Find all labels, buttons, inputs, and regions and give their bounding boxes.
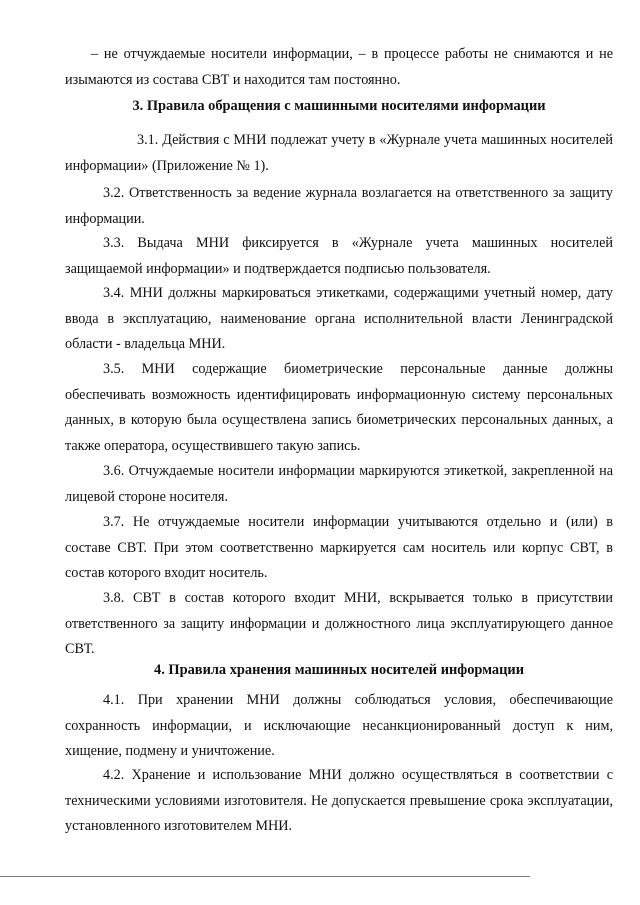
paragraph-3-2: 3.2. Ответственность за ведение журнала возлагается на ответственного за защиту информации.	[65, 185, 613, 227]
paragraph-3-5: 3.5. МНИ содержащие биометрические персональные данные должны обеспечивать возможность идентифицировать информационную систему персональных данных, в которую была осуществлена запись биометрических персональных данных, а также оператора, осуществившего такую запись.	[65, 361, 613, 454]
paragraph-4-2: 4.2. Хранение и использование МНИ должно осуществляться в соответствии с техническими условиями изготовителя. Не допускается превышение срока эксплуатации, установленного изготовителем МНИ.	[65, 767, 613, 834]
scan-edge-line	[0, 876, 530, 877]
section-4-heading: 4. Правила хранения машинных носителей информации	[154, 662, 524, 678]
paragraph-3-7: 3.7. Не отчуждаемые носители информации учитываются отдельно и (или) в составе СВТ. При этом соответственно маркируется сам носитель или корпус СВТ, в состав которого входит носитель.	[65, 514, 613, 581]
paragraph-4-1: 4.1. При хранении МНИ должны соблюдаться условия, обеспечивающие сохранность информации, и исключающие несанкционированный доступ к ним, хищение, подмену и уничтожение.	[65, 692, 613, 759]
paragraph-3-1: 3.1. Действия с МНИ подлежат учету в «Журнале учета машинных носителей информации» (Приложение № 1).	[65, 132, 613, 174]
paragraph-3-6: 3.6. Отчуждаемые носители информации маркируются этикеткой, закрепленной на лицевой стороне носителя.	[65, 463, 613, 505]
paragraph-intro: – не отчуждаемые носители информации, – в процессе работы не снимаются и не изымаются из состава СВТ и находится там постоянно.	[65, 46, 613, 88]
paragraph-3-3: 3.3. Выдача МНИ фиксируется в «Журнале учета машинных носителей защищаемой информации» и подтверждается подписью пользователя.	[65, 235, 613, 277]
paragraph-3-8: 3.8. СВТ в состав которого входит МНИ, вскрывается только в присутствии ответственного за защиту информации и должностного лица эксплуатирующего данное СВТ.	[65, 590, 613, 657]
section-3-heading: 3. Правила обращения с машинными носителями информации	[132, 98, 546, 114]
paragraph-3-4: 3.4. МНИ должны маркироваться этикетками, содержащими учетный номер, дату ввода в эксплуатацию, наименование органа исполнительной власти Ленинградской области - владельца МНИ.	[65, 285, 613, 352]
